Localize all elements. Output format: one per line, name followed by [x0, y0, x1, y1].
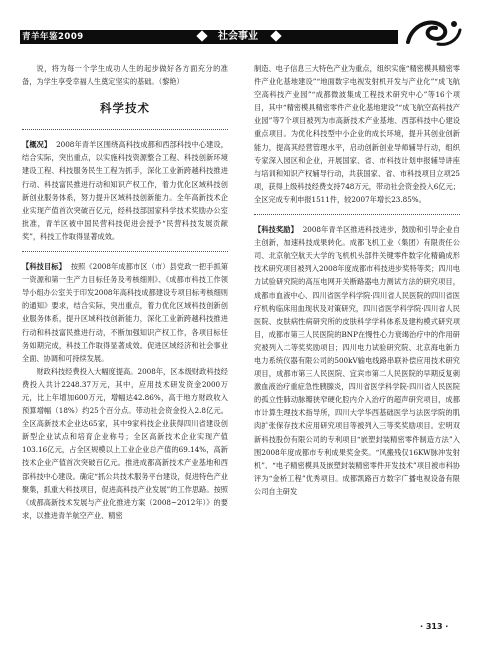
right-column [254, 62, 460, 498]
finance-paragraph: 财政科技经费投入大幅度提高。2008年，区本级财政科技经费投入共计2248.37万元，其中，应用技术研发资金2000万元，比上年增加600万元，增幅达42.86%，高于地方财政收入预算增幅（18%）约25个百分点。带动社会资金投入2.8亿元。全区高新技术企业达65家，其中9家科技企业获得四川省建设创新型企业试点和培育企业称号；全区高新技术企业实现产值103.16亿元，占全区规模以上工业企业总产值的69.14%，高新技术企业产值首次突破百亿元。推进成都高新技术产业基地和西部科技中心建设。确定“抓公共技术服务平台建设，促进特色产业聚集，抓重大科技项目，促进高科技产业发展”的工作思路。按照《成都高新技术发展与产业化推进方案（2008~2012年）》的要求，以推进青羊航空产业、精密 [22, 366, 228, 520]
intro-paragraph: 说，将为每一个学生成功人生的起步做好各方面充分的准备，为学生享受幸福人生奠定坚实的基础。（黎艳） [22, 64, 228, 87]
overview-tag: 【概况】 [22, 140, 52, 150]
divider [254, 214, 460, 215]
award-paragraph [254, 223, 460, 498]
continued-paragraph: 制造、电子信息三大特色产业为重点，组织实施“精密模具精密零件产业化基地建设”“地面数字电视发射机开发与产业化”“成飞航空高科技产业园”“成都微波集成工程技术研究中心”等16个项目，其中“精密模具精密零件产业化基地建设”“成飞航空高科技产业园”等7个项目被列为市高新技术产业基地、西部科技中心建设重点项目。为优化科技型中小企业的成长环境，提升其创业创新能力，提高其经营管理水平，启动创新创业导师辅导行动，组织专家深入园区和企业，开展国家、省、市科技计划申报辅导讲座与培训和知识产权辅导行动，共获国家、省、市科技项目立项25项，获得上级科技经费支持748万元，带动社会资金投入6亿元；全区完成专利申报1511件，较2007年增长23.85%。 [254, 64, 460, 204]
award-text: 2008年青羊区推进科技进步，鼓励和引导企业自主创新，加速科技成果转化。成都飞机工业（集团）有限责任公司、北京航空航天大学的飞机机头部件关键零件数字化精确成形技术研究项目被列入2008年度成都市科技进步奖特等奖；四川电力试验研究院的高压电网开关断路器电力测试方法的研究项目，成都市血液中心、四川省医学科学院·四川省人民医院的四川省医疗机构临床用血现状及对策研究，四川省医学科学院·四川省人民医院、皮肤病性病研究所的皮肤科学学科体系及建构模式研究项目，成都市第三人民医院的BNP在慢性心力衰竭治疗中的作用研究被列入二等奖奖励项目；四川电力试验研究院、北京海电新力电力系统仪器有限公司的500kV输电线路串联补偿应用技术研究项目，成都市第三人民医院、宜宾市第二人民医院的早期反复刺激血液治疗重症急性胰腺炎，四川省医学科学院·四川省人民医院的孤立性肺动脉瓣狭窄硬化腔内介入治疗的超声研究项目，成都市计算生理技术指导所，四川大学华西基础医学与法医学院的肌肉扩张保存技术应用研究项目等被列入三等奖奖励项目。宏明双新科技股份有限公司的专利项目“嵌塑封装精密零件制造方法”入围2008年度成都市专利成果奖金奖。“风搬残仅16KW脉冲发射机”、“电子精密模具及嵌塑封装精密零件开发技术”项目被市科协评为“金桥工程”优秀项目。成都凯路百方数字广播电视设备有限公司自主研发 [254, 225, 460, 496]
overview-paragraph [22, 138, 228, 243]
header-section-title: 社会事业 [218, 31, 258, 42]
divider [22, 129, 228, 130]
overview-text: 2008年青羊区围绕高科技成都和西部科技中心建设，结合实际，突出重点，以实施科技资源整合工程、科技创新环境建设工程、科技服务民生工程为抓手，深化工业新跨越科技推进行动、科技富民推进行动和知识产权工作，着力优化区域科技创新创业服务体系，努力提升区域科技创新能力。全年高新技术企业实现产值首次突破百亿元，经科技部国家科学技术奖励办公室批准，青羊区被中国民营科技促进会授予“民营科技发展贡献奖”，科技工作取得显著成效。 [22, 140, 228, 241]
yearbook-logo-icon [402, 16, 464, 50]
award-tag: 【科技奖励】 [254, 225, 298, 235]
target-tag: 【科技目标】 [22, 262, 66, 272]
header-yearbook-title: 青羊年鉴2009 [22, 32, 84, 42]
page-number: · 313 · [420, 622, 449, 631]
target-paragraph [22, 260, 228, 365]
target-text: 按照《2008年成都市区（市）县党政一把手抓第一资源和第一生产力目标任务及考核细则》、《成都市科技工作领导小组办公室关于印发2008年高科技成都建设专项目标考核细则的通知》要求，结合实际，突出重点，着力优化区域科技创新创业服务体系，提升区域科技创新能力，深化工业新跨越科技推进行动和科技富民推进行动，不断加强知识产权工作，各项目标任务如期完成，科技工作取得显著成效。促进区域经济和社会事业全面、协调和可持续发展。 [22, 262, 228, 363]
left-column [22, 62, 228, 522]
page-header [0, 0, 480, 46]
section-title: 科学技术 [100, 101, 150, 116]
divider [22, 251, 228, 252]
